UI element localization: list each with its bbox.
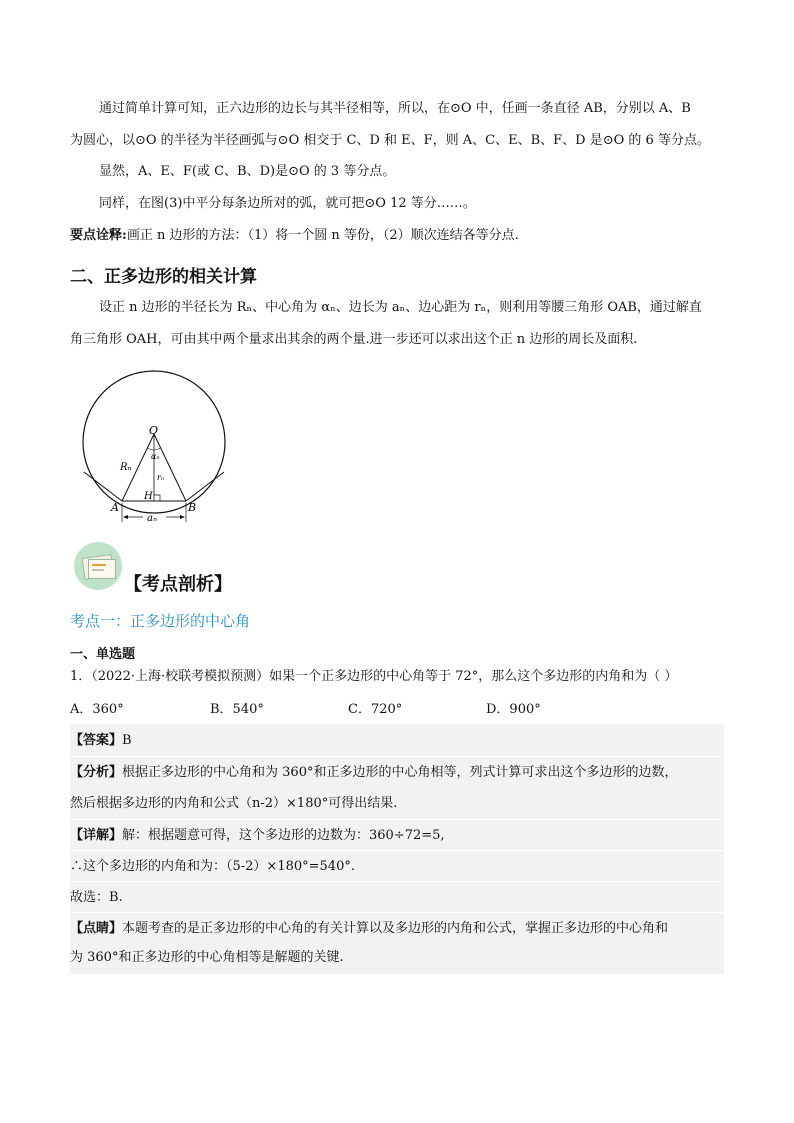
divider xyxy=(70,850,724,851)
analysis-line-2: 然后根据多边形的内角和公式（n-2）×180°可得出结果. xyxy=(70,796,398,811)
regular-polygon-figure xyxy=(70,362,250,532)
label-b: B xyxy=(188,501,197,514)
detail-line-2: ∴这个多边形的内角和为：（5-2）×180°=540°. xyxy=(70,859,355,874)
detail-line-3: 故选：B. xyxy=(70,890,123,905)
detail-line-1 xyxy=(70,826,445,846)
intro-line-1: 通过简单计算可知，正六边形的边长与其半径相等，所以，在⊙O 中，任画一条直径 AB，分别以 A、B xyxy=(99,101,691,116)
kaodian-point-1: 考点一：正多边形的中心角 xyxy=(70,612,251,630)
label-o: O xyxy=(149,424,159,437)
label-a: A xyxy=(111,501,119,514)
label-alpha: αₙ xyxy=(151,452,160,461)
option-b: B．540° xyxy=(210,702,264,717)
section-2-para-2: 角三角形 OAH，可由其中两个量求出其余的两个量.进一步还可以求出这个正 n 边形的周长及面积. xyxy=(70,332,638,347)
analysis-label: 【分析】 xyxy=(70,765,123,780)
divider xyxy=(70,819,724,820)
right-angle-mark xyxy=(154,495,160,501)
label-a-side: aₙ xyxy=(147,513,158,524)
dim-arrow-left xyxy=(123,515,128,519)
label-r-small: rₙ xyxy=(157,473,165,482)
divider xyxy=(70,912,724,913)
intro-line-3: 显然，A、E、F(或 C、B、D)是⊙O 的 3 等分点。 xyxy=(99,164,396,179)
answer-line xyxy=(70,731,132,751)
option-c: C．720° xyxy=(348,702,403,717)
section-2-title: 二、正多边形的相关计算 xyxy=(70,267,257,287)
notes-icon xyxy=(74,542,122,590)
comment-label: 【点睛】 xyxy=(70,921,123,936)
question-text: 1．（2022·上海·校联考模拟预测）如果一个正多边形的中心角等于 72°，那么这个多边形的内角和为（ ） xyxy=(70,669,678,684)
option-a: A．360° xyxy=(70,702,124,717)
divider xyxy=(70,881,724,882)
radius-ob xyxy=(154,434,186,501)
kaodian-title: 【考点剖析】 xyxy=(124,574,232,595)
notes-icon-line xyxy=(92,569,104,571)
intro-line-4: 同样，在图(3)中平分每条边所对的弧，就可把⊙O 12 等分……。 xyxy=(99,196,476,211)
key-point-text: 画正 n 边形的方法：（1）将一个圆 n 等份，（2）顺次连结各等分点. xyxy=(126,228,519,243)
option-d: D．900° xyxy=(486,702,541,717)
section-2-para-1: 设正 n 边形的半径长为 Rₙ、中心角为 αₙ、边长为 aₙ、边心距为 rₙ，则利用等腰三角形 OAB，通过解直 xyxy=(99,300,702,315)
analysis-text-1: 根据正多边形的中心角和为 360°和正多边形的中心角相等，列式计算可求出这个多边形的边数， xyxy=(122,765,678,780)
analysis-line-1 xyxy=(70,763,677,783)
intro-line-2: 为圆心，以⊙O 的半径为半径画弧与⊙O 相交于 C、D 和 E、F，则 A、C、E、B、F、D 是⊙O 的 6 等分点。 xyxy=(70,133,710,148)
key-point-label: 要点诠释: xyxy=(70,228,127,243)
answer-value: B xyxy=(122,733,132,748)
label-r-big: Rₙ xyxy=(120,462,132,473)
label-h: H xyxy=(144,491,153,502)
notes-icon-line xyxy=(92,564,106,566)
comment-text-1: 本题考查的是正多边形的中心角的有关计算以及多边形的内角和公式，掌握正多边形的中心角和 xyxy=(122,921,669,936)
detail-text-1: 解：根据题意可得，这个多边形的边数为：360÷72=5, xyxy=(122,828,445,843)
divider xyxy=(70,756,724,757)
dim-arrow-right xyxy=(180,515,185,519)
comment-line-1 xyxy=(70,919,668,939)
adjacent-side-left xyxy=(84,472,122,501)
answer-label: 【答案】 xyxy=(70,733,123,748)
detail-label: 【详解】 xyxy=(70,828,123,843)
key-point xyxy=(70,226,519,246)
comment-line-2: 为 360°和正多边形的中心角相等是解题的关键. xyxy=(70,950,344,965)
subsection-title: 一、单选题 xyxy=(70,647,136,662)
adjacent-side-right xyxy=(186,472,224,501)
